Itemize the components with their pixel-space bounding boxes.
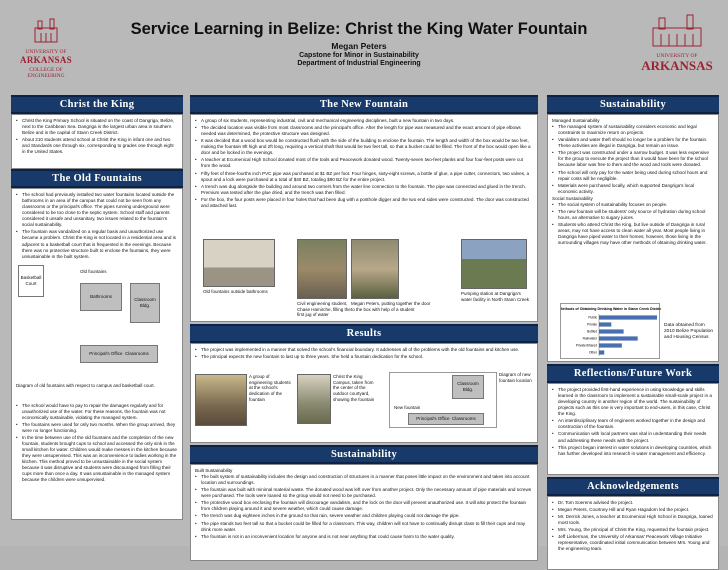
caption-student-filling: Civil engineering student, Chase Hamirche, filling the first jug of water [297,301,351,318]
caption-pumping-station: Pumping station at Dangriga's water facility in North Stann Creek [461,291,530,302]
list-item: • A teacher at Ecumenical High School donated most of the tools and Peacework donated wood. Twenty-seven two-feet planks and four four-feet posts were cut from the wood. [195,157,533,169]
chart-bar [599,329,624,333]
poster-header [90,20,628,67]
managed-sustainability-label: Managed Sustainability [552,118,600,123]
university-logo-right [636,14,718,72]
list-item: • The fountains were used for only two months. When the group arrived, they were no longer functioning. [16,422,178,434]
photo-student-filling-jug [297,239,347,299]
caption-campus: Christ the King Campus, taken from the center of the outdoor courtyard, showing the fountain [333,374,375,402]
reflections-box [547,383,719,475]
heading-acknowledgements: Acknowledgements [547,477,719,496]
office-label: Principal's Office [89,350,123,356]
caption-old-fountains: Old fountains outside bathrooms [203,289,268,294]
classrooms-label: Classrooms [125,350,149,356]
built-sustainability-label: Built Sustainability [195,468,233,473]
heading-christ-the-king: Christ the King [11,95,183,114]
diagram-classroom-bldg-new [452,375,484,399]
chart-bar [599,350,604,354]
logo-line2: ARKANSAS [20,55,72,66]
list-item: • Communication with local partners was vital in understanding their needs and addressing these needs with the project. [552,431,714,443]
chart-category-label: Private/Shared [575,343,597,348]
chart-category-label: Rainwater [582,336,597,341]
caption-new-diagram: Diagram of new fountain location [499,372,532,383]
chart-bar [599,315,657,319]
photo-group-dedication [195,374,247,426]
acknowledgements-box [547,496,719,570]
list-item: • The project provided first-hand experience in using knowledge and skills learned in the classroom to implement a sustainable small-scale project in a developing country in another region of the world. The sustainability of projects such as this one is very important to end-users, in this case, Christ the King. [552,387,714,417]
chart-category-label: Private [587,322,597,327]
chart-bar [599,322,611,326]
list-item: • The school will only pay for the water being used during school hours and repair costs will be negligible. [552,170,714,182]
poster-title: Service Learning in Belize: Christ the King Water Fountain [130,20,588,38]
list-item: • The fountain was vandalized on a regular basis and unauthorized use became a problem. Christ the King is not located in a residential area and is adjacent to a basketball court that is frequented in the evenings. Because there was no protective structure built to enclose the fountains, they were unsustainable in the built system. [16,229,178,259]
chart-bar [599,336,638,340]
chart-caption: Data obtained from 2010 Belize Population and Housing Census [664,323,714,340]
list-item: • The built system of sustainability includes the design and construction of structures in a manner that poses little impact on the environment and takes into account location and surroundings. [195,474,533,486]
heading-sustainability-right: Sustainability [547,95,719,114]
list-item: • A group of six students, representing industrial, civil and mechanical engineering disciplines, built a new fountain in two days. [195,118,533,124]
poster-author: Megan Peters [331,41,387,51]
poster-subtitle-1: Capstone for Minor in Sustainability [299,52,419,59]
list-item: • Mrs. Young, the principal of Christ the King, requested the fountain project. [552,527,714,533]
right-column [547,95,719,570]
list-item: • For the box, the four posts were placed in four holes that had been dug with a posthole digger and the two end sides were constructed. The door was constructed and attached last. [195,197,533,209]
left-column [11,95,183,520]
photo-old-fountains [203,239,275,287]
photo-pumping-station [461,239,527,289]
diagram-bathrooms [80,283,122,311]
managed-sustainability-box [547,114,719,362]
list-item: • Jeff Lieberman, the University of Arkansas' Peacework Village Initiative representative, coordinated initial communication between Mrs. Young and the engineering team. [552,534,714,552]
list-item: • Megan Peters, Courtney Hill and Ryan Hagadorn led the project. [552,507,714,513]
logo-line3: COLLEGE OF [29,67,63,74]
list-item: • The decided location was visible from most classrooms and the principal's office. After the length for pipe was measured and the exact amount of pipe elbows needed was determined, the protective structure was designed. [195,125,533,137]
diagram-basketball-court [18,265,44,297]
chart-marks [576,314,657,356]
old-main-icon [647,14,707,48]
chart-bar [599,343,622,347]
university-logo-left [12,18,80,79]
list-item: • The managed system of sustainability considers economic and legal constraints to maximize return on projects. [552,124,714,136]
heading-new-fountain: The New Fountain [190,95,538,114]
list-item: • The principal expects the new fountain to last up to three years. She held a fountain dedication for the school. [195,354,533,360]
list-item: • In the time between use of the old fountains and the completion of the new fountain, students brought cups to school and accessed the only sink in the small kitchen for water. Children would make messes in the kitchen because they were unsupervised. This was an inconvenience to ladies working in the kitchen. This method proved to be unsustainable in the social system because it was disruptive and students were discouraged from filling their cups more than once a day. It was unsustainable in the managed system because the children were unsupervised. [16,435,178,484]
list-item: • Students who attend Christ the King, but live outside of Dangriga in rural areas, may not have access to clean water all year. Most people living in Dangriga have piped water to their homes; however, those living in the surrounding villages may have other methods of obtaining drinking water. [552,222,714,246]
results-box [190,343,538,443]
list-item: • The social system of sustainability focuses on people. [552,202,714,208]
photo-door-assembly [351,239,399,299]
chart-category-label: Other [589,350,597,355]
diagram-office-new [408,413,484,425]
list-item: • The pipe stands two feet tall so that a bucket could be filled for a classroom. This way, children will not have to continually disrupt class to fill their cups and may drink more water. [195,521,533,533]
court-label: Basketball Court [20,274,42,286]
list-item: • This project began interest in water solutions in developing countries, which has further developed into research in water management and efficiency. [552,445,714,457]
list-item: • The project was constructed under a narrow budget. It was less expensive for the group to execute the project than it would have been for the school because labor was free to them and the wood and tools were donated. [552,150,714,168]
classroom-bldg-label: Classroom Bldg. [134,296,156,308]
list-item: • Mr. Derrick Jones, a teacher at Ecumenical High School in Dangriga, loaned most tools. [552,514,714,526]
diagram-principal-office [80,345,158,363]
logo-right-line2: ARKANSAS [641,58,713,74]
list-item: • A trench was dug alongside the building and around two corners from the water line connection to the fountain. The pipe was connected and glued in the trench. Premium was tested after the glue dried, and the trench was then filled. [195,184,533,196]
list-item: • The trench was dug eighteen inches in the ground so that rain, severe weather and children playing could not damage the pipe. [195,513,533,519]
old-main-icon [31,18,61,44]
new-fountain-diagram [389,372,497,428]
list-item: • Christ the King Primary School is situated on the coast of Dangriga, Belize, next to the Caribbean Sea. Dangriga is the largest urban area in southern Belize and is the capital of Stann Creek District. [16,118,178,136]
list-item: • The school had previously installed two water fountains located outside the bathrooms in an area of the campus that could not be seen from any classrooms or the principal's office. The pipes running underground were considered to be too close to the septic system. School staff and parents considered it unsafe and unsanitary, two issues related to the fountain's social sustainability. [16,192,178,228]
photo-campus [297,374,331,424]
heading-sustainability-bottom: Sustainability [190,445,538,464]
list-item: • Vandalism and water theft should no longer be a problem for the fountain. These activities are illegal in Dangriga, but remain an issue. [552,137,714,149]
old-fountains-box [11,188,183,520]
social-sustainability-label: Social Sustainability [552,195,593,201]
classroom-bldg-new-label: Classroom Bldg. [457,381,479,392]
chart-svg [561,304,661,360]
list-item: • About 210 students attend school at Christ the King in infant one and two and Standards one through six, corresponding to grades one through eight in the United States. [16,137,178,155]
list-item: • It was decided that a wood box would be constructed flush with the side of the building to enclose the fountain. The length and width of the box would be two feet, making the fountain 8ft high and 2ft long, requiring a vertical shaft that would be two feet tall, so that a bucket could be filled. The front of the box would open like a door and be locked in the evenings. [195,138,533,156]
poster-subtitle-2: Department of Industrial Engineering [297,60,421,67]
christ-the-king-box [11,114,183,169]
list-item: • Fifty feet of three-fourths inch PVC pipe was purchased at $1 BZ per foot. Four hinges, sixty-eight screws, a bottle of glue, a pipe cutter, connectors, two valves, a spout and a lock were purchased at a total of $40 BZ, totaling $90 BZ for the entire project. [195,171,533,183]
old-fountains-diagram [16,263,178,403]
heading-old-fountains: The Old Fountains [11,169,183,188]
list-item: • The new fountain will be students' only source of hydration during school hours, an alternative to sugary juices. [552,209,714,221]
list-item: • Materials were purchased locally, which supported Dangriga's local economic activity. [552,183,714,195]
bathrooms-label: Bathrooms [90,293,112,299]
caption-door: Megan Peters, putting together the door to the box with help of a student [351,301,431,312]
logo-line1: UNIVERSITY OF [25,49,67,55]
list-item: • The fountain was built with minimal material waste. The donated wood was left over from another project. Only the necessary amount of pipe materials and screws were purchased. The tools were loaned so the group would not need to be purchased. [195,487,533,499]
new-fountain-label: New fountain [394,405,421,410]
diagram-classroom-bldg [130,283,160,323]
built-sustainability-box [190,464,538,561]
list-item: • The fountain is not in an inconvenient location for anyone and is not near anything that could cause harm to the water quality. [195,534,533,540]
water-methods-chart [560,303,660,359]
caption-group: A group of engineering students at the school's dedication of the fountain [249,374,291,402]
classrooms-new-label: Classrooms [452,416,476,422]
heading-reflections: Reflections/Future Work [547,364,719,383]
chart-category-label: Bottled [587,329,597,334]
old-fountains-label: Old fountains [80,268,107,274]
diagram-caption: Diagram of old fountains with respect to campus and basketball court. [16,382,155,388]
office-new-label: Principal's Office [416,416,450,422]
list-item: • The school would have to pay to repair the damages regularly and for unauthorized use of the water. For these reasons, the fountain was not economically sustainable, violating the managed system. [16,403,178,421]
new-fountain-box [190,114,538,322]
list-item: • An interdisciplinary team of engineers worked together in the design and construction of the fountain. [552,418,714,430]
logo-right-line1: UNIVERSITY OF [656,53,698,59]
heading-results: Results [190,324,538,343]
middle-column [190,95,538,561]
list-item: • Dr. Tom Soerens advised the project. [552,500,714,506]
chart-title: Methods of Obtaining Drinking Water in Stann Creek District [561,307,661,311]
list-item: • The protective wood box enclosing the fountain will discourage vandalism, and the lock on the door will prevent unauthorized use. It will also protect the fountain from children playing around it and severe weather, which could cause damage. [195,500,533,512]
list-item: • The project was implemented in a manner that solved the school's financial boundary. It addresses all of the problems with the old fountains and kitchen use. [195,347,533,353]
chart-category-label: Public [588,315,597,320]
logo-line4: ENGINEERING [27,73,65,80]
